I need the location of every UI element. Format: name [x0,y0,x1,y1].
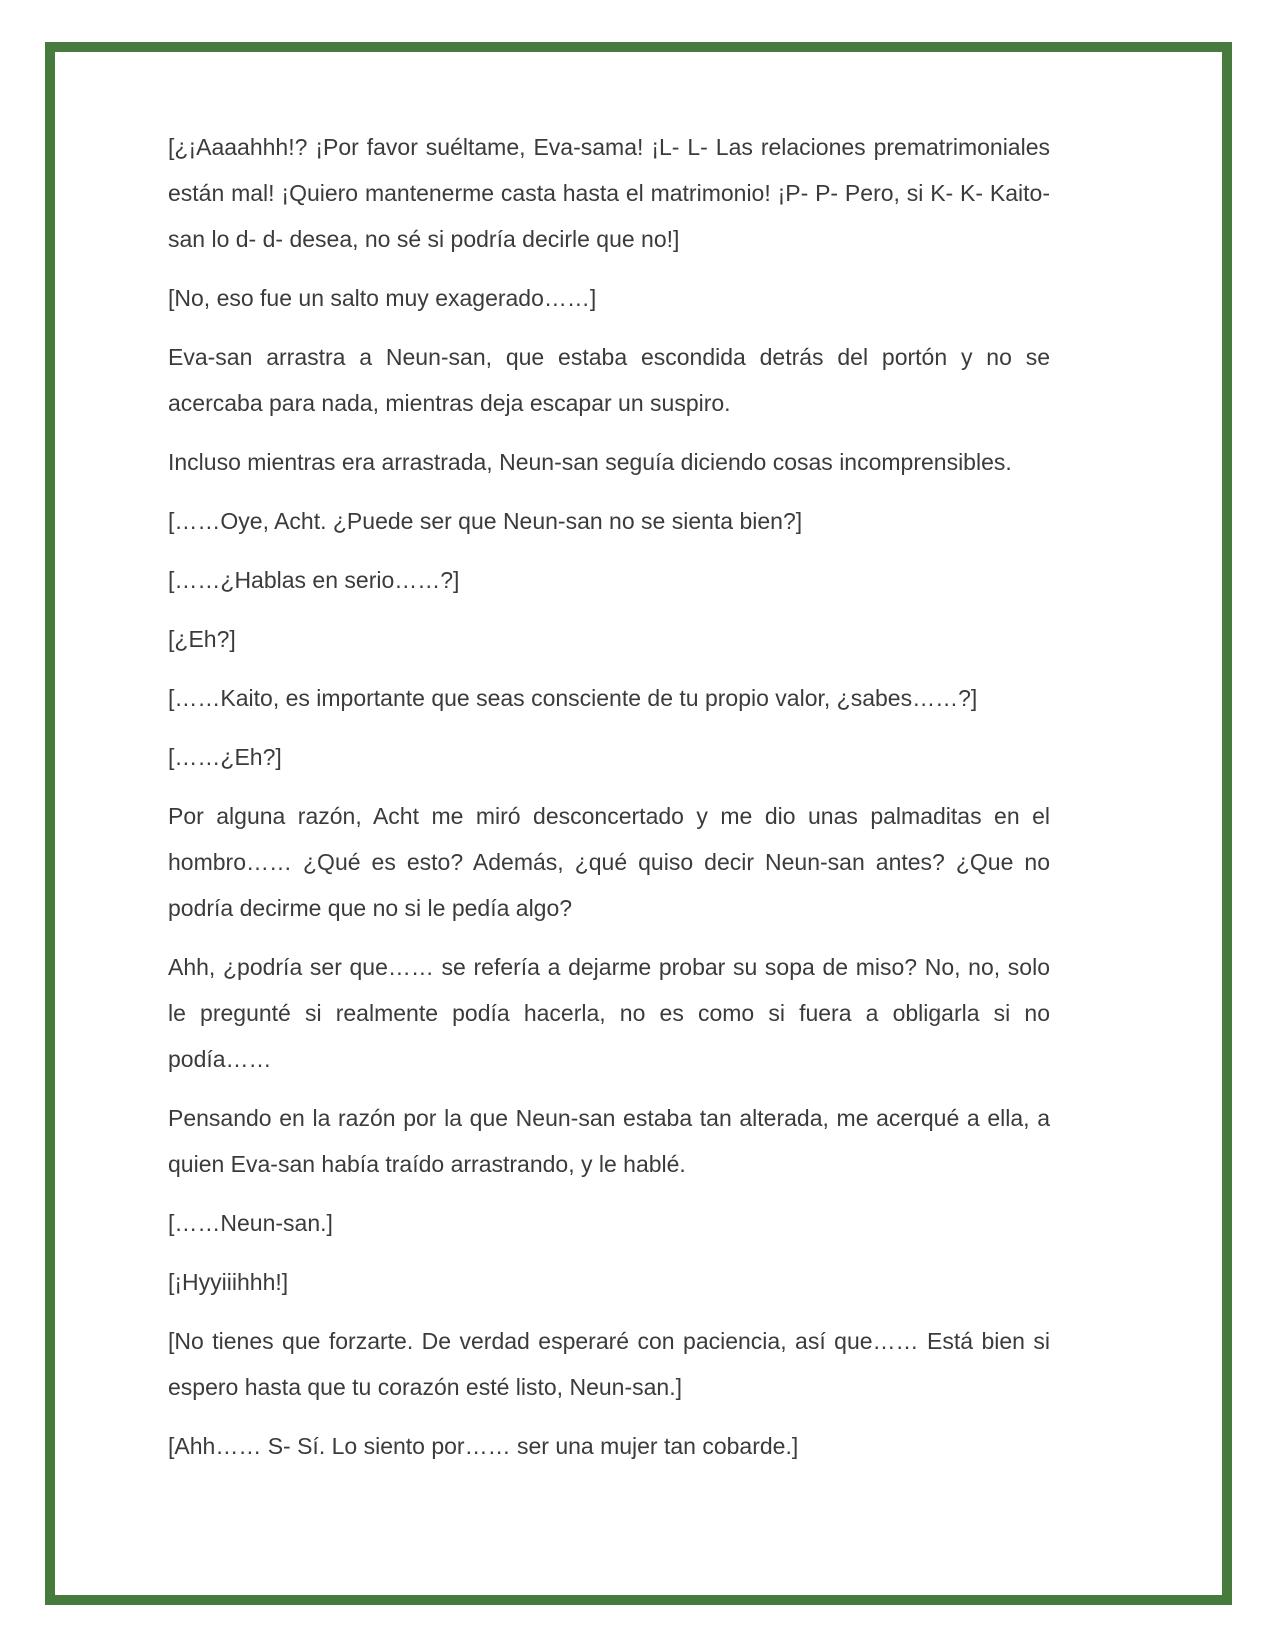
paragraph: Eva-san arrastra a Neun-san, que estaba escondida detrás del portón y no se acercaba para nada, mientras deja escapar un suspiro. [168,344,1050,416]
paragraph: Ahh, ¿podría ser que…… se refería a dejarme probar su sopa de miso? No, no, solo le pregunté si realmente podía hacerla, no es como si fuera a obligarla si no podía…… [168,954,1050,1072]
paragraph: [……¿Hablas en serio……?] [168,567,460,593]
paragraph: [……Neun-san.] [168,1210,333,1236]
paragraph: [¿Eh?] [168,626,236,652]
paragraph: [No, eso fue un salto muy exagerado……] [168,285,597,311]
document-content [168,124,1050,1469]
paragraph: [No tienes que forzarte. De verdad esperaré con paciencia, así que…… Está bien si espero hasta que tu corazón esté listo, Neun-san.] [168,1328,1050,1400]
paragraph: [¿¡Aaaahhh!? ¡Por favor suéltame, Eva-sama! ¡L- L- Las relaciones prematrimoniales están mal! ¡Quiero mantenerme casta hasta el matrimonio! ¡P- P- Pero, si K- K- Kaito-san lo d- d- desea, no sé si podría decirle que no!] [168,134,1050,252]
paragraph: [¡Hyyiiihhh!] [168,1269,289,1295]
paragraph: Por alguna razón, Acht me miró desconcertado y me dio unas palmaditas en el hombro…… ¿Qué es esto? Además, ¿qué quiso decir Neun-san antes? ¿Que no podría decirme que no si le pedía algo? [168,803,1050,921]
paragraph: Pensando en la razón por la que Neun-san estaba tan alterada, me acerqué a ella, a quien Eva-san había traído arrastrando, y le hablé. [168,1105,1050,1177]
paragraph: [……Kaito, es importante que seas consciente de tu propio valor, ¿sabes……?] [168,685,978,711]
paragraph: [……Oye, Acht. ¿Puede ser que Neun-san no se sienta bien?] [168,508,803,534]
paragraph: [……¿Eh?] [168,744,282,770]
paragraph: Incluso mientras era arrastrada, Neun-san seguía diciendo cosas incomprensibles. [168,449,1012,475]
paragraph: [Ahh…… S- Sí. Lo siento por…… ser una mujer tan cobarde.] [168,1433,799,1459]
page-border-frame [45,42,1232,1605]
